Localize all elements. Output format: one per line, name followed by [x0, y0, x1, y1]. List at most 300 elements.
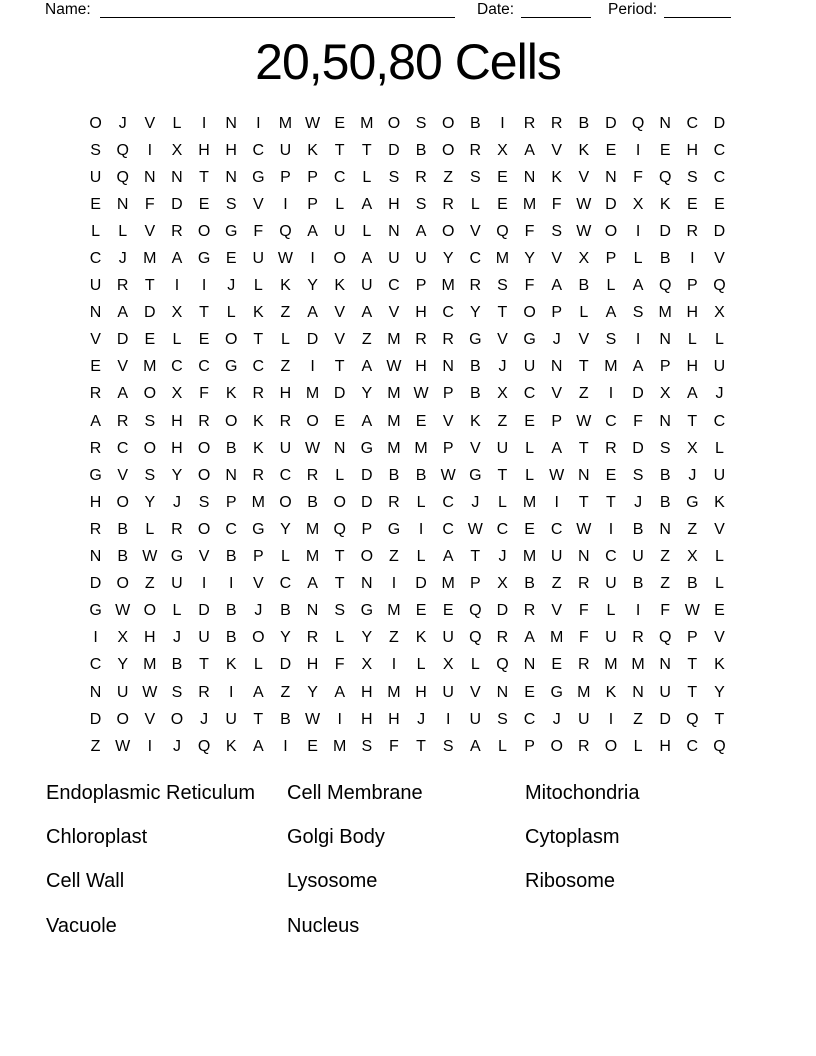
grid-letter: H: [361, 710, 373, 728]
grid-letter: C: [523, 385, 536, 403]
grid-letter: O: [604, 737, 618, 755]
grid-letter: L: [714, 331, 724, 349]
grid-letter: T: [687, 412, 698, 430]
grid-letter: T: [199, 304, 209, 322]
grid-letter: A: [524, 141, 535, 159]
grid-letter: N: [89, 548, 102, 566]
grid-letter: V: [252, 575, 264, 593]
grid-letter: K: [469, 412, 481, 430]
grid-letter: M: [550, 629, 564, 647]
grid-letter: Q: [658, 277, 672, 295]
grid-letter: C: [89, 250, 102, 268]
grid-letter: B: [415, 466, 427, 484]
grid-letter: Z: [280, 304, 291, 322]
grid-letter: P: [551, 412, 563, 430]
grid-letter: S: [415, 195, 427, 213]
grid-letter: D: [388, 141, 400, 159]
grid-letter: M: [522, 195, 537, 213]
grid-letter: H: [306, 656, 319, 674]
grid-letter: T: [334, 575, 345, 593]
grid-letter: I: [635, 141, 641, 159]
grid-letter: A: [632, 358, 644, 376]
grid-letter: D: [632, 385, 644, 403]
grid-letter: S: [144, 466, 156, 484]
grid-letter: W: [305, 710, 321, 728]
grid-letter: V: [551, 602, 563, 620]
grid-letter: U: [442, 629, 454, 647]
grid-letter: J: [227, 277, 236, 295]
grid-letter: B: [632, 575, 644, 593]
grid-letter: B: [659, 493, 671, 511]
worksheet-title: 20,50,80 Cells: [255, 34, 561, 90]
grid-letter: Q: [496, 222, 509, 240]
grid-letter: I: [635, 602, 641, 620]
grid-letter: C: [550, 520, 563, 538]
grid-letter: X: [361, 656, 373, 674]
grid-letter: L: [416, 656, 426, 674]
grid-letter: D: [659, 222, 671, 240]
grid-letter: C: [388, 277, 400, 295]
grid-letter: R: [415, 331, 427, 349]
grid-letter: R: [686, 222, 699, 240]
word-list-item: Endoplasmic Reticulum: [46, 781, 255, 804]
grid-letter: K: [578, 141, 590, 159]
grid-letter: A: [334, 683, 346, 701]
grid-letter: A: [307, 304, 318, 322]
grid-letter: B: [415, 141, 427, 159]
grid-letter: W: [142, 548, 158, 566]
grid-letter: O: [170, 710, 184, 728]
grid-letter: M: [387, 683, 401, 701]
grid-letter: S: [469, 168, 481, 186]
grid-letter: I: [608, 385, 614, 403]
grid-letter: L: [606, 602, 616, 620]
grid-letter: I: [201, 114, 207, 132]
grid-letter: L: [714, 575, 724, 593]
grid-letter: J: [254, 602, 263, 620]
period-label: Period:: [608, 1, 658, 18]
grid-letter: G: [469, 331, 482, 349]
grid-letter: H: [225, 141, 237, 159]
grid-letter: M: [522, 548, 537, 566]
grid-letter: U: [89, 277, 102, 295]
grid-letter: Y: [307, 683, 318, 701]
grid-letter: V: [469, 439, 481, 457]
grid-letter: K: [659, 195, 671, 213]
grid-letter: U: [632, 548, 644, 566]
grid-letter: B: [632, 520, 644, 538]
grid-letter: N: [659, 331, 671, 349]
grid-letter: U: [415, 250, 427, 268]
word-list: [46, 771, 786, 961]
grid-letter: Q: [469, 629, 482, 647]
grid-letter: G: [252, 520, 265, 538]
grid-letter: W: [277, 250, 293, 268]
grid-letter: Z: [280, 358, 291, 376]
grid-letter: W: [142, 683, 158, 701]
grid-letter: D: [415, 575, 427, 593]
grid-letter: N: [144, 168, 156, 186]
grid-letter: T: [470, 548, 481, 566]
grid-letter: L: [118, 222, 128, 240]
grid-letter: I: [500, 114, 505, 132]
grid-letter: L: [470, 656, 480, 674]
grid-letter: A: [361, 412, 373, 430]
grid-letter: W: [576, 222, 592, 240]
grid-letter: M: [305, 548, 320, 566]
grid-letter: E: [225, 250, 237, 268]
grid-letter: A: [307, 222, 318, 240]
grid-letter: T: [199, 656, 209, 674]
grid-letter: I: [147, 141, 153, 159]
grid-letter: B: [469, 385, 481, 403]
grid-letter: B: [280, 602, 291, 620]
grid-letter: G: [252, 168, 265, 186]
grid-letter: L: [226, 304, 236, 322]
grid-letter: J: [200, 710, 209, 728]
grid-letter: W: [684, 602, 700, 620]
grid-letter: W: [549, 466, 565, 484]
grid-letter: M: [441, 575, 455, 593]
grid-letter: D: [496, 602, 509, 620]
grid-letter: O: [143, 439, 157, 457]
grid-letter: H: [279, 385, 292, 403]
grid-letter: R: [415, 168, 427, 186]
grid-letter: B: [659, 466, 671, 484]
grid-letter: U: [713, 466, 726, 484]
grid-letter: O: [224, 331, 238, 349]
grid-letter: D: [116, 331, 129, 349]
grid-letter: C: [171, 358, 183, 376]
grid-letter: S: [198, 493, 210, 511]
grid-letter: Q: [713, 277, 726, 295]
grid-letter: V: [334, 331, 346, 349]
grid-letter: A: [361, 358, 373, 376]
grid-letter: D: [89, 575, 102, 593]
grid-letter: Q: [496, 656, 509, 674]
name-blank-line: [100, 2, 455, 18]
grid-letter: H: [388, 195, 400, 213]
grid-letter: M: [278, 114, 293, 132]
grid-letter: W: [305, 439, 321, 457]
grid-letter: H: [361, 683, 373, 701]
grid-letter: K: [225, 656, 237, 674]
grid-letter: M: [143, 250, 157, 268]
grid-letter: L: [497, 493, 507, 511]
grid-letter: V: [90, 331, 101, 349]
grid-letter: G: [523, 331, 536, 349]
grid-letter: Y: [714, 683, 725, 701]
grid-letter: R: [442, 195, 454, 213]
grid-letter: S: [659, 439, 671, 457]
grid-letter: U: [89, 168, 102, 186]
word-list-item: Lysosome: [287, 870, 378, 893]
grid-letter: M: [658, 304, 672, 322]
grid-letter: L: [579, 304, 589, 322]
grid-letter: H: [686, 358, 699, 376]
grid-letter: V: [117, 466, 129, 484]
grid-letter: Q: [658, 168, 672, 186]
grid-letter: P: [280, 168, 291, 186]
grid-letter: U: [279, 141, 292, 159]
grid-letter: J: [471, 493, 480, 511]
grid-letter: F: [144, 195, 155, 213]
grid-letter: B: [578, 114, 590, 132]
grid-letter: R: [89, 385, 102, 403]
grid-letter: H: [388, 710, 400, 728]
grid-letter: V: [714, 250, 725, 268]
grid-letter: G: [360, 602, 374, 620]
grid-letter: F: [524, 277, 535, 295]
grid-letter: M: [143, 358, 157, 376]
grid-letter: P: [307, 168, 318, 186]
grid-letter: T: [687, 656, 698, 674]
word-list-item: Nucleus: [287, 914, 360, 937]
grid-letter: L: [335, 466, 345, 484]
grid-letter: J: [552, 710, 561, 728]
grid-letter: B: [225, 602, 237, 620]
grid-letter: Z: [687, 520, 698, 538]
word-list-column: [287, 771, 423, 948]
grid-letter: B: [225, 629, 237, 647]
grid-letter: F: [633, 412, 643, 430]
grid-letter: O: [197, 466, 211, 484]
grid-letter: Z: [389, 548, 399, 566]
grid-letter: N: [578, 466, 590, 484]
grid-letter: V: [578, 168, 590, 186]
grid-letter: Q: [333, 520, 346, 538]
grid-letter: E: [659, 141, 671, 159]
grid-letter: S: [171, 683, 183, 701]
grid-letter: R: [198, 683, 210, 701]
grid-letter: I: [201, 575, 207, 593]
grid-letter: O: [279, 493, 292, 511]
grid-letter: I: [93, 629, 98, 647]
grid-letter: E: [714, 602, 725, 620]
grid-letter: Y: [280, 520, 291, 538]
grid-letter: E: [144, 331, 156, 349]
grid-letter: D: [659, 710, 671, 728]
grid-letter: E: [334, 114, 346, 132]
grid-letter: H: [198, 141, 210, 159]
grid-letter: U: [659, 683, 671, 701]
grid-letter: S: [497, 710, 508, 728]
grid-letter: L: [145, 520, 155, 538]
grid-letter: E: [605, 466, 617, 484]
grid-letter: E: [198, 195, 210, 213]
grid-letter: B: [469, 114, 481, 132]
grid-letter: A: [551, 277, 563, 295]
grid-letter: E: [90, 358, 101, 376]
grid-letter: K: [714, 656, 725, 674]
grid-letter: U: [605, 575, 617, 593]
grid-letter: V: [117, 358, 129, 376]
grid-letter: E: [415, 602, 427, 620]
grid-letter: E: [497, 168, 508, 186]
grid-letter: U: [279, 439, 292, 457]
grid-letter: D: [198, 602, 210, 620]
grid-letter: D: [89, 710, 102, 728]
grid-letter: P: [605, 250, 617, 268]
word-list-item: Cytoplasm: [525, 825, 620, 848]
grid-letter: Z: [280, 683, 291, 701]
grid-letter: F: [660, 602, 671, 620]
grid-letter: J: [634, 493, 643, 511]
grid-letter: F: [334, 656, 345, 674]
grid-letter: J: [688, 466, 697, 484]
grid-letter: A: [605, 304, 617, 322]
grid-letter: C: [469, 250, 482, 268]
grid-letter: C: [713, 168, 726, 186]
grid-letter: B: [117, 548, 129, 566]
grid-letter: S: [361, 737, 373, 755]
grid-letter: R: [605, 439, 617, 457]
grid-letter: D: [605, 195, 617, 213]
grid-letter: Q: [713, 737, 726, 755]
grid-letter: F: [524, 222, 535, 240]
grid-letter: O: [306, 412, 319, 430]
grid-letter: M: [360, 114, 374, 132]
grid-letter: B: [388, 466, 400, 484]
grid-letter: T: [144, 277, 155, 295]
grid-letter: H: [171, 439, 183, 457]
grid-letter: L: [714, 548, 724, 566]
grid-letter: T: [334, 141, 345, 159]
grid-letter: N: [225, 168, 237, 186]
grid-letter: X: [171, 385, 183, 403]
grid-letter: B: [225, 548, 237, 566]
grid-letter: D: [605, 114, 617, 132]
grid-letter: Y: [361, 629, 373, 647]
grid-letter: C: [442, 493, 454, 511]
grid-letter: K: [280, 277, 291, 295]
grid-letter: C: [713, 141, 726, 159]
grid-letter: W: [413, 385, 429, 403]
grid-letter: O: [604, 222, 618, 240]
grid-letter: N: [578, 548, 590, 566]
grid-letter: F: [578, 629, 589, 647]
grid-letter: Z: [144, 575, 155, 593]
grid-letter: A: [117, 385, 129, 403]
grid-letter: V: [551, 141, 563, 159]
grid-letter: L: [416, 493, 426, 511]
grid-letter: T: [334, 358, 345, 376]
grid-letter: C: [89, 656, 102, 674]
grid-letter: C: [686, 737, 699, 755]
grid-letter: G: [89, 602, 102, 620]
grid-letter: Q: [197, 737, 211, 755]
grid-letter: A: [307, 575, 318, 593]
grid-letter: L: [335, 195, 345, 213]
grid-letter: W: [576, 412, 592, 430]
grid-letter: C: [605, 548, 617, 566]
grid-letter: Z: [633, 710, 643, 728]
grid-letter: T: [578, 358, 589, 376]
grid-letter: F: [578, 602, 589, 620]
word-list-item: Cell Membrane: [287, 781, 423, 804]
grid-letter: I: [228, 683, 234, 701]
grid-letter: M: [577, 683, 591, 701]
grid-letter: L: [172, 114, 182, 132]
grid-letter: E: [442, 602, 454, 620]
grid-letter: J: [417, 710, 426, 728]
grid-letter: C: [116, 439, 129, 457]
grid-letter: C: [523, 710, 536, 728]
grid-letter: X: [497, 575, 508, 593]
grid-letter: X: [686, 548, 698, 566]
grid-letter: Y: [469, 304, 481, 322]
grid-letter: O: [523, 304, 536, 322]
grid-letter: S: [442, 737, 454, 755]
grid-letter: O: [116, 710, 129, 728]
grid-letter: Q: [469, 602, 482, 620]
grid-letter: A: [632, 277, 644, 295]
grid-letter: H: [144, 629, 156, 647]
grid-letter: K: [714, 493, 725, 511]
grid-letter: S: [415, 114, 427, 132]
grid-letter: D: [144, 304, 156, 322]
grid-letter: U: [713, 358, 726, 376]
grid-letter: I: [201, 277, 207, 295]
grid-letter: H: [686, 141, 699, 159]
grid-letter: P: [361, 520, 373, 538]
grid-letter: I: [174, 277, 180, 295]
grid-letter: O: [441, 114, 455, 132]
grid-letter: I: [554, 493, 559, 511]
grid-letter: A: [252, 737, 264, 755]
grid-letter: P: [686, 629, 698, 647]
grid-letter: T: [497, 466, 508, 484]
grid-letter: U: [333, 222, 346, 240]
grid-letter: C: [252, 141, 265, 159]
grid-letter: K: [252, 439, 264, 457]
grid-letter: D: [632, 439, 644, 457]
grid-letter: J: [118, 250, 127, 268]
grid-letter: A: [551, 439, 563, 457]
grid-letter: S: [388, 168, 400, 186]
grid-letter: D: [279, 656, 292, 674]
grid-letter: Z: [660, 548, 671, 566]
grid-letter: O: [197, 439, 211, 457]
grid-letter: H: [415, 358, 427, 376]
grid-letter: G: [170, 548, 184, 566]
grid-letter: S: [605, 331, 617, 349]
grid-letter: V: [144, 114, 156, 132]
grid-letter: V: [469, 683, 481, 701]
grid-letter: W: [576, 520, 592, 538]
grid-letter: N: [659, 656, 671, 674]
grid-letter: M: [333, 737, 347, 755]
grid-letter: L: [172, 331, 182, 349]
grid-letter: M: [631, 656, 645, 674]
grid-letter: W: [305, 114, 321, 132]
grid-letter: O: [333, 493, 346, 511]
grid-letter: A: [90, 412, 101, 430]
grid-letter: E: [605, 141, 617, 159]
grid-letter: Z: [389, 629, 399, 647]
grid-letter: H: [171, 412, 183, 430]
grid-letter: N: [605, 168, 617, 186]
period-blank-line: [664, 2, 731, 18]
grid-letter: V: [551, 250, 563, 268]
grid-letter: N: [523, 168, 536, 186]
grid-letter: M: [387, 412, 401, 430]
grid-letter: I: [608, 710, 614, 728]
grid-letter: F: [253, 222, 264, 240]
grid-letter: I: [310, 250, 315, 268]
word-list-item: Vacuole: [46, 914, 117, 937]
grid-letter: H: [659, 737, 671, 755]
